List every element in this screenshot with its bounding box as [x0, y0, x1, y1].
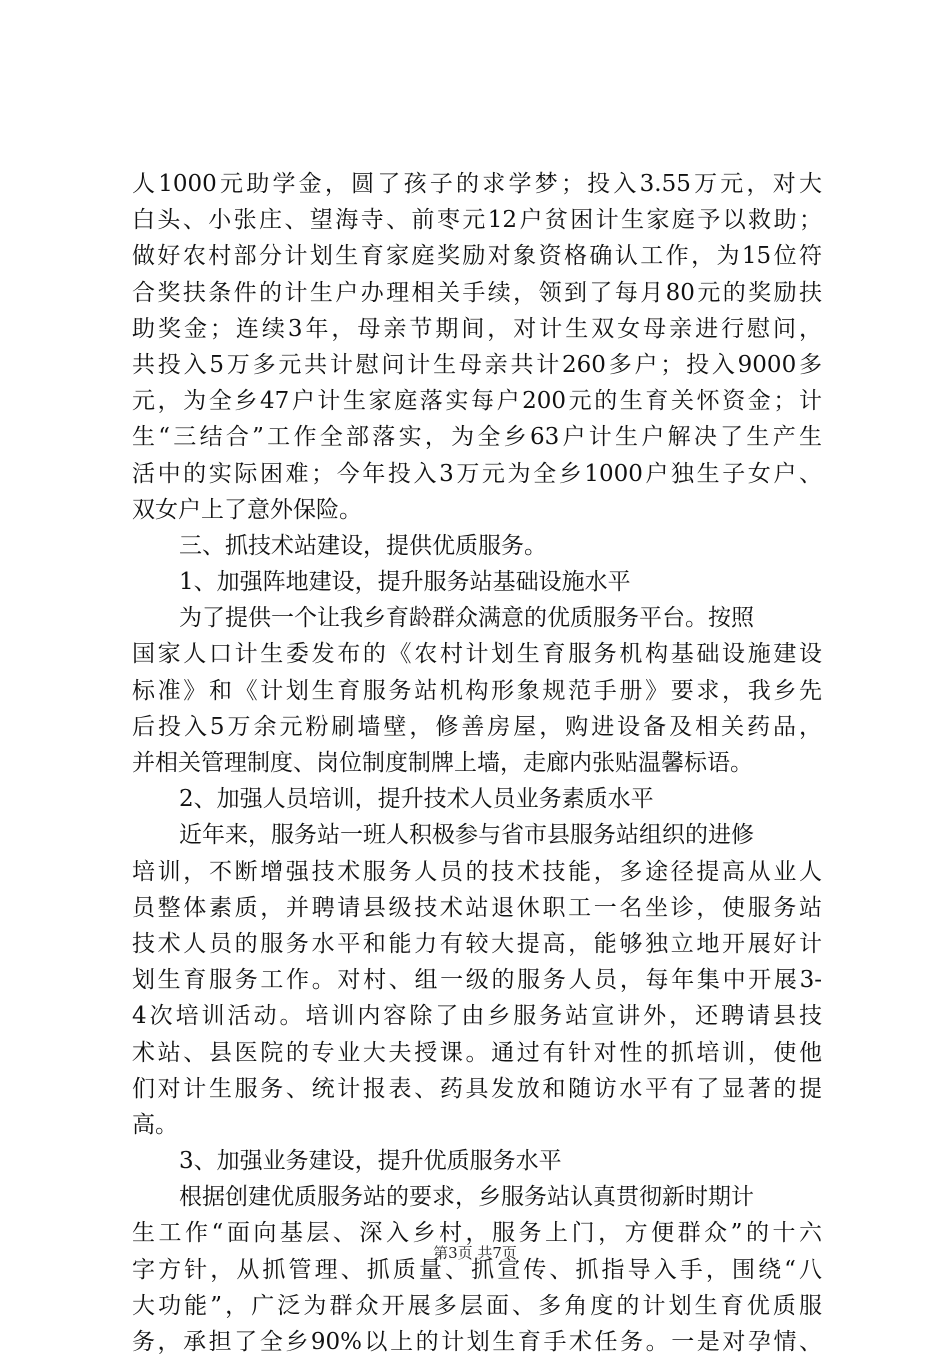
- text-line: 并相关管理制度、岗位制度制牌上墙，走廊内张贴温馨标语。: [132, 750, 753, 776]
- paragraph-first-line: 根据创建优质服务站的要求，乡服务站认真贯彻新时期计: [179, 1184, 754, 1211]
- text-line: 生工作“面向基层、深入乡村，服务上门，方便群众”的十六: [132, 1220, 822, 1247]
- text-line: 员整体素质，并聘请县级技术站退休职工一名坐诊，使服务站: [132, 894, 822, 921]
- text-line: 国家人口计生委发布的《农村计划生育服务机构基础设施建设: [132, 641, 822, 668]
- text-line: 做好农村部分计划生育家庭奖励对象资格确认工作，为15位符: [132, 243, 822, 270]
- text-line: 活中的实际困难；今年投入3万元为全乡1000户独生子女户、: [132, 460, 822, 487]
- text-line: 们对计生服务、统计报表、药具发放和随访水平有了显著的提: [132, 1075, 822, 1102]
- document-body: [132, 166, 822, 1360]
- text-line: 4次培训活动。培训内容除了由乡服务站宣讲外，还聘请县技: [132, 1003, 822, 1030]
- text-line: 后投入5万余元粉刷墙壁，修善房屋，购进设备及相关药品，: [132, 713, 822, 740]
- text-line: 合奖扶条件的计生户办理相关手续，领到了每月80元的奖励扶: [132, 279, 822, 306]
- page-number-footer: 第3页 共7页: [433, 1244, 517, 1262]
- subsection-heading: 1、加强阵地建设，提升服务站基础设施水平: [179, 569, 631, 596]
- section-heading: 三、抓技术站建设，提供优质服务。: [179, 532, 547, 559]
- text-line: 划生育服务工作。对村、组一级的服务人员，每年集中开展3-: [132, 967, 822, 994]
- text-line: 白头、小张庄、望海寺、前枣元12户贫困计生家庭予以救助；: [132, 207, 822, 234]
- text-line: 培训，不断增强技术服务人员的技术技能，多途径提高从业人: [132, 858, 822, 885]
- text-line: 务，承担了全乡90%以上的计划生育手术任务。一是对孕情、: [132, 1329, 822, 1355]
- paragraph-first-line: 为了提供一个让我乡育龄群众满意的优质服务平台。按照: [179, 605, 754, 632]
- paragraph-first-line: 近年来，服务站一班人积极参与省市县服务站组织的进修: [179, 822, 754, 849]
- text-line: 技术人员的服务水平和能力有较大提高，能够独立地开展好计: [132, 930, 822, 957]
- text-line: 元，为全乡47户计生家庭落实每户200元的生育关怀资金；计: [132, 388, 822, 415]
- subsection-heading: 2、加强人员培训，提升技术人员业务素质水平: [179, 786, 654, 813]
- text-line: 助奖金；连续3年，母亲节期间，对计生双女母亲进行慰问，: [132, 315, 822, 342]
- text-line: 标准》和《计划生育服务站机构形象规范手册》要求，我乡先: [132, 677, 822, 704]
- text-line: 生“三结合”工作全部落实，为全乡63户计生户解决了生产生: [132, 424, 822, 451]
- text-line: 大功能”，广泛为群众开展多层面、多角度的计划生育优质服: [132, 1292, 822, 1319]
- text-line: 高。: [132, 1111, 178, 1138]
- text-line: 字方针，从抓管理、抓质量、抓宣传、抓指导入手，围绕“八: [132, 1256, 822, 1283]
- text-line: 共投入5万多元共计慰问计生母亲共计260多户；投入9000多: [132, 351, 822, 378]
- text-line: 双女户上了意外保险。: [132, 496, 362, 523]
- subsection-heading: 3、加强业务建设，提升优质服务水平: [179, 1148, 562, 1175]
- text-line: 术站、县医院的专业大夫授课。通过有针对性的抓培训，使他: [132, 1039, 822, 1066]
- text-line: 人1000元助学金，圆了孩子的求学梦；投入3.55万元，对大: [132, 171, 822, 197]
